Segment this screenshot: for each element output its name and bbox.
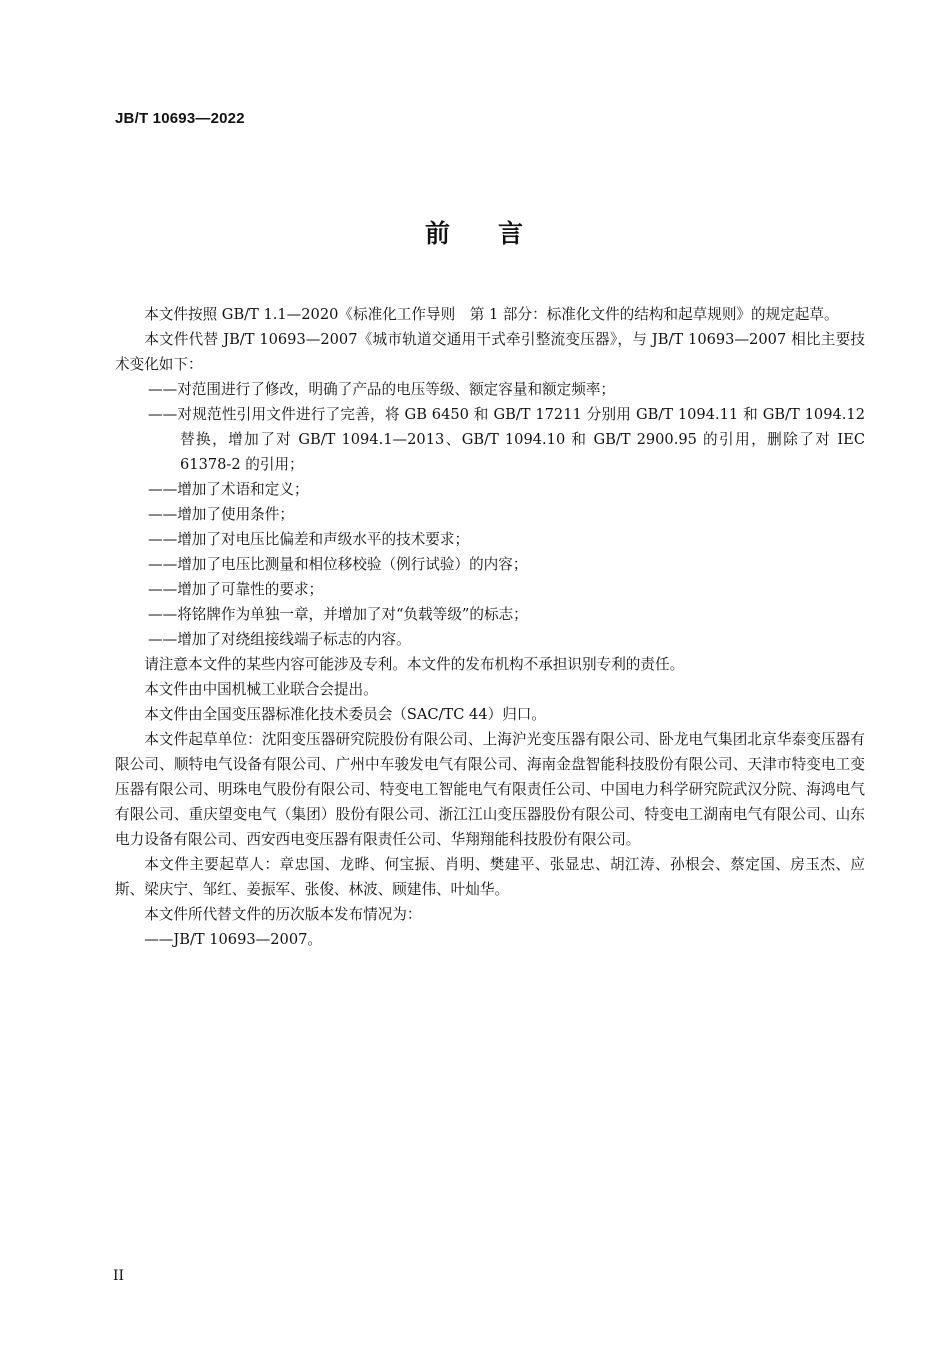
title-char-2: 言 xyxy=(498,219,526,248)
paragraph-replacement: 本文件代替 JB/T 10693—2007《城市轨道交通用干式牵引整流变压器》，与 JB/T 10693—2007 相比主要技术变化如下： xyxy=(115,331,865,373)
change-item: ——增加了电压比测量和相位移校验（例行试验）的内容； xyxy=(148,556,528,573)
paragraph-committee: 本文件由全国变压器标准化技术委员会（SAC/TC 44）归口。 xyxy=(144,706,546,723)
paragraph-proposer: 本文件由中国机械工业联合会提出。 xyxy=(144,681,378,698)
paragraph-drafting-units: 本文件起草单位：沈阳变压器研究院股份有限公司、上海沪光变压器有限公司、卧龙电气集团北京华泰变压器有限公司、顺特电气设备有限公司、广州中车骏发电气有限公司、海南金盘智能科技股份有限公司、天津市特变电工变压器有限公司、明珠电气股份有限公司、特变电工智能电气有限责任公司、中国电力科学研究院武汉分院、海鸿电气有限公司、重庆望变电气（集团）股份有限公司、浙江江山变压器股份有限公司、特变电工湖南电气有限公司、山东电力设备有限公司、西安西电变压器有限责任公司、华翔翔能科技股份有限公司。 xyxy=(115,731,865,848)
change-item: ——增加了术语和定义； xyxy=(148,481,309,498)
paragraph-history: 本文件所代替文件的历次版本发布情况为： xyxy=(144,906,422,923)
change-item: ——增加了对电压比偏差和声级水平的技术要求； xyxy=(148,531,470,548)
history-item: ——JB/T 10693—2007。 xyxy=(144,931,322,948)
preface-body xyxy=(115,302,865,952)
paragraph-drafters: 本文件主要起草人：章忠国、龙晔、何宝振、肖明、樊建平、张显忠、胡江涛、孙根会、蔡定国、房玉杰、应斯、梁庆宁、邹红、姜振军、张俊、林波、顾建伟、叶灿华。 xyxy=(115,856,865,898)
paragraph-patent-notice: 请注意本文件的某些内容可能涉及专利。本文件的发布机构不承担识别专利的责任。 xyxy=(144,656,685,673)
change-item: ——增加了对绕组接线端子标志的内容。 xyxy=(148,631,411,648)
change-item: ——增加了使用条件； xyxy=(148,506,294,523)
title-char-1: 前 xyxy=(424,219,452,248)
change-item: ——将铭牌作为单独一章，并增加了对“负载等级”的标志； xyxy=(148,606,528,623)
change-item: ——对范围进行了修改，明确了产品的电压等级、额定容量和额定频率； xyxy=(148,381,616,398)
change-item: ——对规范性引用文件进行了完善，将 GB 6450 和 GB/T 17211 分别用 GB/T 1094.11 和 GB/T 1094.12 替换，增加了对 GB/T 1094.1—2013、GB/T 1094.10 和 GB/T 2900.95 的引用，删除了对 IEC 61378-2 的引用； xyxy=(148,406,865,473)
change-item: ——增加了可靠性的要求； xyxy=(148,581,324,598)
paragraph-drafting-basis: 本文件按照 GB/T 1.1—2020《标准化工作导则 第 1 部分：标准化文件的结构和起草规则》的规定起草。 xyxy=(144,306,839,323)
document-code: JB/T 10693—2022 xyxy=(115,110,245,127)
page-number: II xyxy=(113,1268,125,1284)
page-title xyxy=(0,214,950,250)
